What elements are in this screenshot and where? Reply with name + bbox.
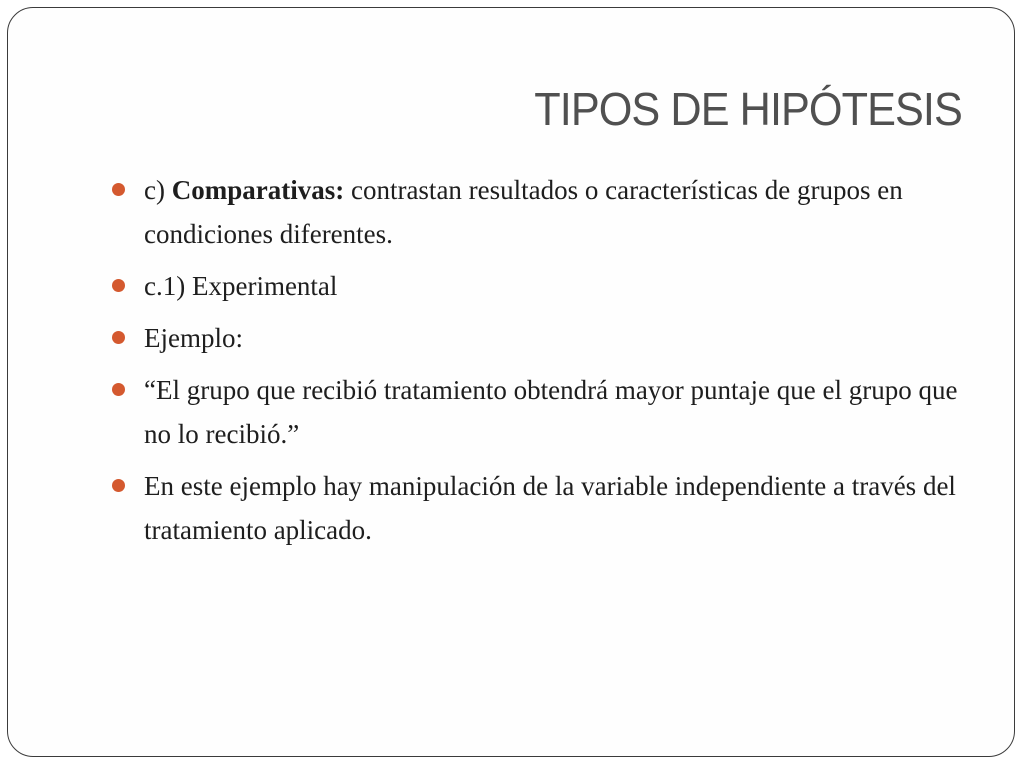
bullet-item-quote: [112, 368, 962, 456]
bullet-icon: [112, 183, 125, 196]
bullet-icon: [112, 479, 125, 492]
bullet-icon: [112, 331, 125, 344]
slide-title: TIPOS DE HIPÓTESIS: [534, 83, 962, 135]
bullet-list: [112, 168, 962, 560]
bullet-text: contrastan resultados o características de grupos en condiciones diferentes.: [144, 175, 903, 249]
bullet-bold-term: Comparativas:: [171, 175, 345, 205]
bullet-item-comparativas: [112, 168, 962, 256]
bullet-icon: [112, 383, 125, 396]
bullet-text: En este ejemplo hay manipulación de la variable independiente a través del tratamiento aplicado.: [144, 471, 956, 545]
bullet-icon: [112, 279, 125, 292]
bullet-item-explanation: [112, 464, 962, 552]
bullet-item-experimental: [112, 264, 962, 308]
bullet-prefix: c): [144, 175, 172, 205]
bullet-item-ejemplo: [112, 316, 962, 360]
bullet-text: Ejemplo:: [144, 323, 243, 353]
bullet-text: “El grupo que recibió tratamiento obtendrá mayor puntaje que el grupo que no lo recibió.”: [144, 375, 958, 449]
bullet-text: c.1) Experimental: [144, 271, 338, 301]
